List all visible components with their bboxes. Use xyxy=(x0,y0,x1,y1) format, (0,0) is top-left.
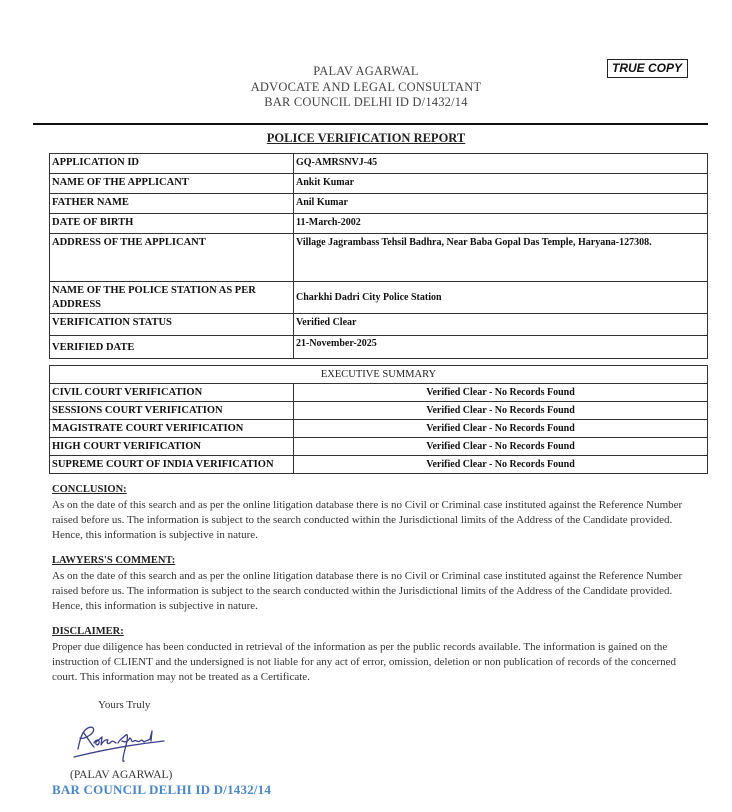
signatory-bar-id: BAR COUNCIL DELHI ID D/1432/14 xyxy=(52,782,272,797)
row-label: SUPREME COURT OF INDIA VERIFICATION xyxy=(50,456,294,474)
row-label: ADDRESS OF THE APPLICANT xyxy=(50,234,294,282)
row-value: Anil Kumar xyxy=(294,194,708,214)
signatory-name: (PALAV AGARWAL) xyxy=(70,769,173,781)
row-label: NAME OF THE APPLICANT xyxy=(50,174,294,194)
table-row xyxy=(50,402,708,420)
table-row xyxy=(50,154,708,174)
table-row xyxy=(50,214,708,234)
lawyers-comment-section xyxy=(52,553,704,614)
header-divider xyxy=(33,123,708,125)
table-row xyxy=(50,438,708,456)
advocate-title: ADVOCATE AND LEGAL CONSULTANT xyxy=(250,79,482,94)
comment-text: As on the date of this search and as per the online litigation database there is no Civil or Criminal case instituted against the Reference Number raised before us. The information is subject to the search conducted within the Jurisdictional limits of the Address of the Candidate provided. Hence, this information is subjective in nature. xyxy=(52,570,683,612)
conclusion-text: As on the date of this search and as per the online litigation database there is no Civil or Criminal case instituted against the Reference Number raised before us. The information is subject to the search conducted within the Jurisdictional limits of the Address of the Candidate provided. Hence, this information is subjective in nature. xyxy=(52,499,683,541)
table-row xyxy=(50,336,708,359)
row-label: APPLICATION ID xyxy=(50,154,294,174)
disclaimer-heading: DISCLAIMER: xyxy=(52,626,124,637)
table-row xyxy=(50,456,708,474)
true-copy-stamp: TRUE COPY xyxy=(607,59,688,78)
table-row xyxy=(50,420,708,438)
row-label: FATHER NAME xyxy=(50,194,294,214)
row-label: SESSIONS COURT VERIFICATION xyxy=(50,402,294,420)
row-value: Verified Clear xyxy=(294,314,708,336)
row-label: DATE OF BIRTH xyxy=(50,214,294,234)
bar-council-id: BAR COUNCIL DELHI ID D/1432/14 xyxy=(264,95,468,109)
conclusion-heading: CONCLUSION: xyxy=(52,484,127,495)
executive-summary-table xyxy=(49,365,708,474)
row-value: GQ-AMRSNVJ-45 xyxy=(294,154,708,174)
row-label: VERIFIED DATE xyxy=(50,336,294,359)
table-row xyxy=(50,174,708,194)
row-label: VERIFICATION STATUS xyxy=(50,314,294,336)
summary-heading: EXECUTIVE SUMMARY xyxy=(50,366,708,384)
disclaimer-text: Proper due diligence has been conducted in retrieval of the information as per the public records available. The information is gained on the instruction of CLIENT and the undersigned is not liable for any act of error, omission, deletion or non publication of records of the concerned court. This information may not be treated as a Certificate. xyxy=(52,641,677,683)
row-value: Charkhi Dadri City Police Station xyxy=(294,282,708,314)
row-value: 21-November-2025 xyxy=(294,336,708,359)
row-label: NAME OF THE POLICE STATION AS PER ADDRESS xyxy=(50,282,294,314)
table-row xyxy=(50,314,708,336)
row-label: HIGH COURT VERIFICATION xyxy=(50,438,294,456)
disclaimer-section xyxy=(52,624,704,685)
signature-icon xyxy=(68,719,168,772)
conclusion-section xyxy=(52,482,704,543)
table-row xyxy=(50,234,708,282)
closing-text: Yours Truly xyxy=(98,699,151,711)
table-row xyxy=(50,194,708,214)
row-value: Verified Clear - No Records Found xyxy=(294,384,708,402)
row-value: Village Jagrambass Tehsil Badhra, Near Baba Gopal Das Temple, Haryana-127308. xyxy=(294,234,708,282)
applicant-details-table xyxy=(49,153,708,359)
summary-header-row xyxy=(50,366,708,384)
row-value: Verified Clear - No Records Found xyxy=(294,456,708,474)
row-value: Ankit Kumar xyxy=(294,174,708,194)
row-value: 11-March-2002 xyxy=(294,214,708,234)
row-label: MAGISTRATE COURT VERIFICATION xyxy=(50,420,294,438)
comment-heading: LAWYERS'S COMMENT: xyxy=(52,555,176,566)
advocate-name: PALAV AGARWAL xyxy=(313,64,419,78)
row-value: Verified Clear - No Records Found xyxy=(294,402,708,420)
table-row xyxy=(50,282,708,314)
row-value: Verified Clear - No Records Found xyxy=(294,420,708,438)
report-title: POLICE VERIFICATION REPORT xyxy=(266,131,466,145)
table-row xyxy=(50,384,708,402)
row-value: Verified Clear - No Records Found xyxy=(294,438,708,456)
row-label: CIVIL COURT VERIFICATION xyxy=(50,384,294,402)
